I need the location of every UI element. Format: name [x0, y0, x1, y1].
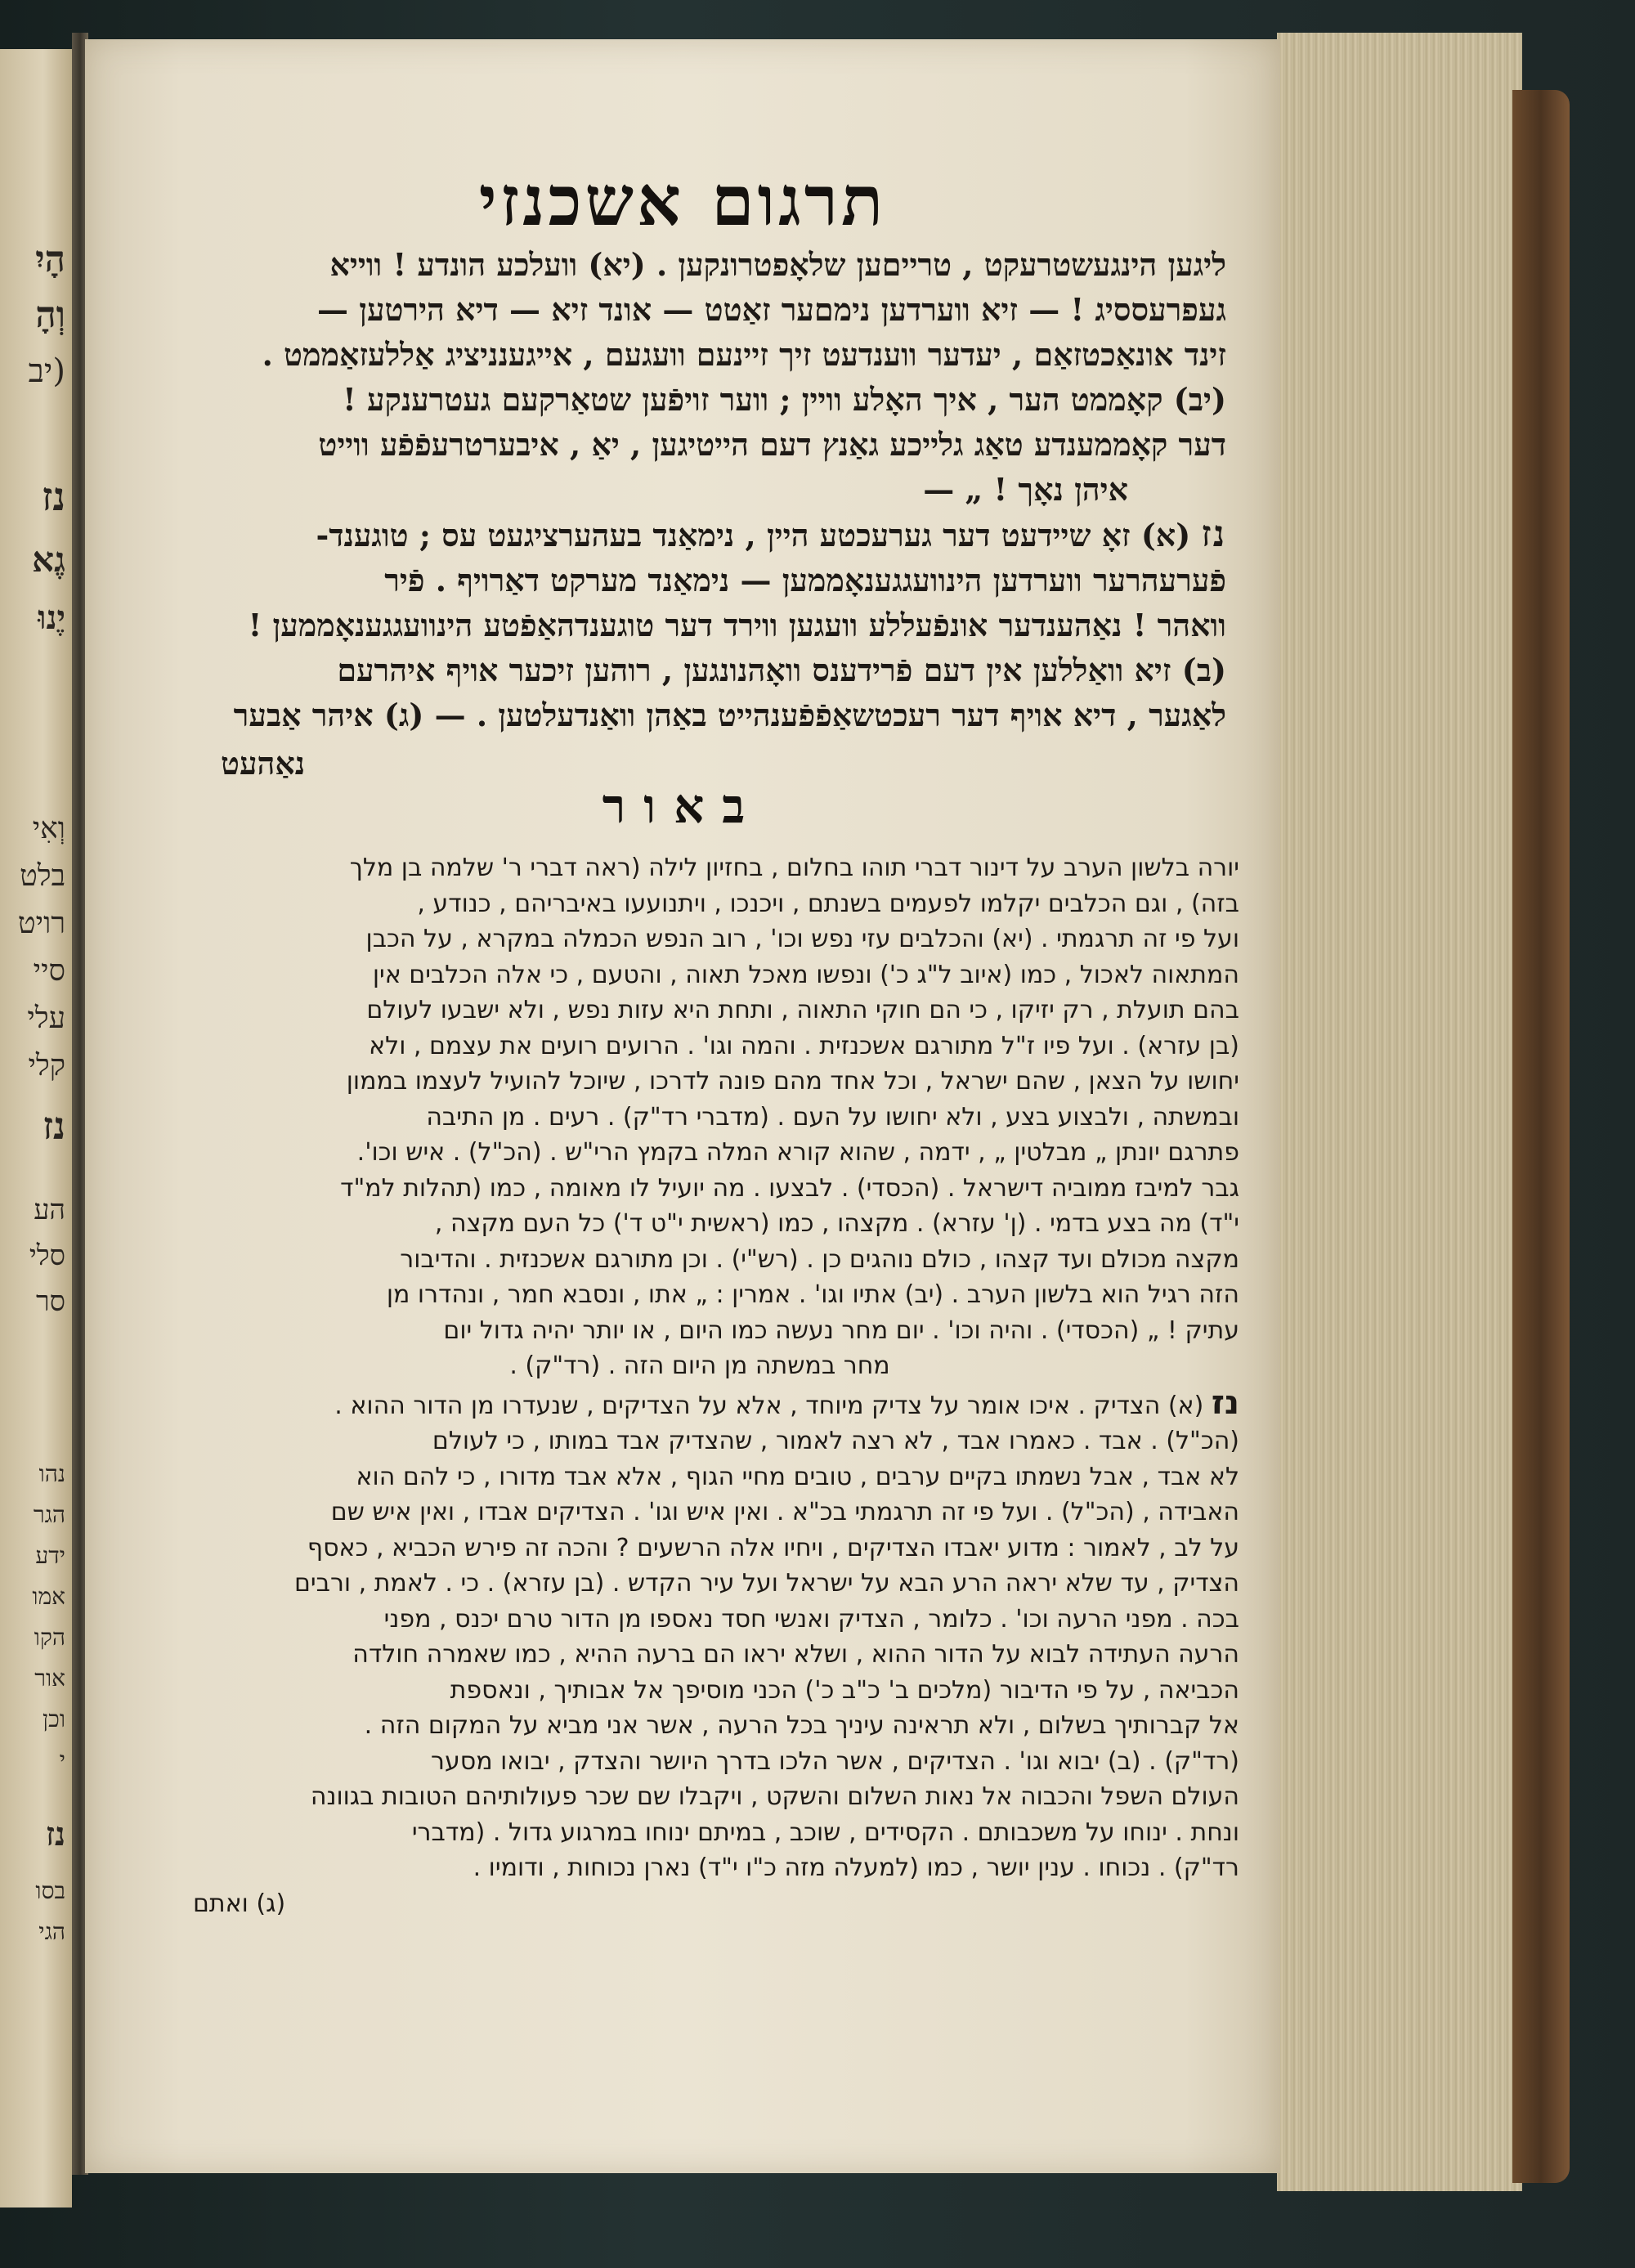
- facing-page-fragment: הגר: [33, 1501, 65, 1528]
- commentary-line: הכביאה , על פי הדיבור (מלכים ב' כ"ב כ') הכני מוסיפך אל אבותיך , ונאספת: [450, 1675, 1239, 1705]
- commentary-line: י"ד) מה בצע בדמי . (ן' עזרא) . מקצהו , כמו (ראשית י"ט ד') כל העם מקצה ,: [434, 1209, 1239, 1238]
- commentary-line: עתיק ! „ (הכסדי) . והיה וכו' . יום מחר נעשה כמו היום , או יותר יהיה גדול יום: [443, 1316, 1239, 1345]
- facing-page-fragment: ידע: [35, 1542, 65, 1569]
- commentary-line: רד"ק) . נכוחו . ענין יושר , כמו (למעלה מזה כ"ו י"ד) נארן נכוחות , ודומיו .: [473, 1853, 1239, 1882]
- commentary-line: על לב , לאמור : מדוע יאבדו הצדיקים , ויחיו אלה הרשעים ? והכה זה פירש הכביא , כאסף: [307, 1533, 1239, 1562]
- facing-page-fragment: נז: [43, 1104, 65, 1148]
- facing-page-edge: [0, 49, 72, 2207]
- commentary-line: לא אבד , אבל נשמתו בקיים ערבים , טובים מחיי הגוף , אלא אבד מדורו , כי להם הוא: [356, 1462, 1239, 1491]
- facing-page-fragment: סיי: [33, 954, 65, 988]
- commentary-line: בהם תועלת , רק יזיקו , כי הם חוקי התאוה , ותחת היא עזות נפש , ולא ישבעו לעולם: [366, 996, 1239, 1024]
- commentary-line: ועל פי זה תרגמתי . (יא) והכלבים עזי נפש וכו' , רוב הנפש הכמלה במקרא , על הכבן: [365, 925, 1239, 953]
- facing-page-fragment: קלי: [28, 1049, 65, 1082]
- commentary-block: [160, 850, 1239, 1921]
- commentary-line: ונחת . ינוחו על משכבותם . הקסידים , שוכב , במיתם ינוחו במרגוע גדול . (מדברי: [411, 1818, 1239, 1847]
- facing-page-fragment: יֶנוּ: [38, 598, 65, 637]
- translation-line: (א) זאָ שיידעט דער גערעכטע היין , נימאַנד בעהערציגעט עס ; טוגענד-: [316, 517, 1191, 554]
- facing-page-fragment: הע: [34, 1194, 65, 1226]
- translation-line: פֿערעהרער ווערדען הינוועגגענאָממען — נימאַנד מערקט דאַרויף . פֿיר: [384, 562, 1226, 598]
- facing-page-fragment: י: [59, 1746, 65, 1773]
- translation-line: (ב) זיא וואַללען אין דעם פֿרידענס וואָהנונגען , רוהען זיכער אויף איהרעם: [337, 652, 1226, 688]
- commentary-line: הזה רגיל הוא בלשון הערב . (יב) אתיו וגו' . אמרין : „ אתו , ונסבא חמר , ונהדרו מן: [386, 1280, 1239, 1309]
- commentary-line: המתאוה לאכול , כמו (איוב ל"ג כ') ונפשו מאכל תאוה , והטעם , כי אלה הכלבים אין: [372, 960, 1239, 989]
- commentary-line: (הכ"ל) . אבד . כאמרו אבד , לא רצה לאמור , שהצדיק אבד במותו , כי לעולם: [432, 1427, 1239, 1455]
- translation-line: ליגען הינגעשטרעקט , טרייםען שלאָפטרונקען . (יא) וועלכע הונדע ! ווייא: [329, 246, 1226, 283]
- book-page-edges: [1277, 33, 1522, 2191]
- page-title: תרגום אשכנזי: [478, 160, 887, 241]
- commentary-line: בכה . מפני הרעה וכו' . כלומר , הצדיק ואנשי חסד נאספו מן הדור טרם יכנס , מפני: [383, 1604, 1239, 1634]
- translation-line: זינד אונאַכטזאַם , יעדער ווענדעט זיך זיינעם וועגעם , אייגענניציג אַללעזאַממט .: [262, 336, 1226, 373]
- translation-line: וואהר ! נאַהענדער אונפֿעללע וועגען ווירד דער טוגענדהאַפֿטע הינוועגגענאָממען !: [248, 607, 1226, 643]
- chapter-marker: נז: [1211, 1383, 1239, 1422]
- commentary-line: בזה) , וגם הכלבים יקלמו לפעמים בשנתם , ויכנכו , ויתנועעו באיבריהם , כנודע ,: [417, 889, 1239, 918]
- facing-page-fragment: נז: [42, 474, 65, 520]
- translation-line: (יב) קאָממט הער , איך האָלע וויין ; ווער זויפֿען שטאַרקעם געטרענקע !: [343, 381, 1226, 418]
- facing-page-fragment: עלי: [27, 1002, 65, 1035]
- facing-page-fragment: סר: [35, 1285, 65, 1318]
- commentary-line: מקצה מכולם ועד קצהו , כולם נוהגים כן . (רש"י) . וכן מתורגם אשכנזית . והדיבור: [400, 1244, 1239, 1274]
- translation-line: איהן נאָך ! „ —: [923, 471, 1128, 508]
- commentary-line: ובמשתה , ולבצוע בצע , ולא יחושו על העם . (מדברי רד"ק) . רעים . מן התיבה: [426, 1102, 1239, 1132]
- commentary-line: יחושו על הצאן , שהם ישראל , וכל אחד מהם פונה לדרכו , שיוכל להועיל לעצמו בממון: [346, 1067, 1239, 1096]
- facing-page-fragment: בסו: [35, 1877, 65, 1904]
- commentary-line: (רד"ק) . (ב) יבוא וגו' . הצדיקים , אשר הלכו בדרך היושר והצדק , יבואו מסער: [431, 1746, 1239, 1776]
- commentary-line: הרעה העתידה לבוא על הדור ההוא , ושלא יראו הם ברעה ההיא , כמו שאמרה חולדה: [352, 1640, 1239, 1669]
- facing-page-fragment: וְאִי: [32, 812, 65, 845]
- commentary-line: גבר למיבז ממוביה דישראל . (הכסדי) . לבצעו . מה יועיל לו מאומה , כמו (תהלות למ"ד: [340, 1173, 1239, 1203]
- commentary-line: מחר במשתה מן היום הזה . (רד"ק) .: [509, 1351, 890, 1380]
- facing-page-fragment: אמו: [32, 1583, 65, 1610]
- facing-page-fragment: סלי: [29, 1239, 65, 1272]
- commentary-line: (בן עזרא) . ועל פיו ז"ל מתורגם אשכנזית . והמה וגו' . הרועים רועים את עצמם , ולא: [369, 1031, 1239, 1060]
- facing-page-fragment: הָיִ: [35, 239, 65, 280]
- facing-page-fragment: וְהָ: [35, 294, 65, 336]
- facing-page-fragment: (יב: [28, 352, 65, 390]
- facing-page-fragment: נז: [45, 1815, 65, 1853]
- facing-page-fragment: נהו: [38, 1460, 65, 1487]
- facing-page-fragment: רויט: [17, 907, 65, 940]
- facing-page-fragment: וכן: [43, 1705, 65, 1732]
- commentary-line: הצדיק , עד שלא יראה הרע הבא על ישראל ועל עיר הקדש . (בן עזרא) . כי . לאמת , ורבים: [294, 1569, 1239, 1598]
- commentary-line: האבידה , (הכ"ל) . ועל פי זה תרגמתי בכ"א . ואין איש וגו' . הצדיקים אבדו , ואין איש שם: [330, 1498, 1239, 1526]
- translation-line: לאַגער , דיא אויף דער רעכטשאַפֿפֿענהייט באַהן וואַנדעלטען . — (ג) איהר אַבער: [233, 697, 1226, 733]
- translation-line: נאַהעט: [221, 745, 306, 782]
- commentary-line: יורה בלשון הערב על דינור דברי תוהו בחלום , בחזיון לילה (ראה דברי ר' שלמה בן מלך: [349, 854, 1239, 882]
- facing-page-fragment: הגי: [38, 1918, 65, 1945]
- translation-line: געפרעססיג ! — זיא ווערדען נימםער זאַטט — אונד זיא — דיא הירטען —: [317, 291, 1226, 328]
- chapter-marker: נז: [1201, 513, 1226, 555]
- commentary-line: (א) הצדיק . איכו אומר על צדיק מיוחד , אלא על הצדיקים , שנעדרו מן הדור ההוא .: [334, 1391, 1204, 1420]
- facing-page-fragment: גֶא: [32, 540, 65, 580]
- commentary-line: אל קברותיך בשלום , ולא תראינה עיניך בכל הרעה , אשר אני מביא על המקום הזה .: [364, 1711, 1239, 1740]
- translation-block: [164, 242, 1226, 786]
- chapter-line: [164, 512, 1226, 558]
- commentary-heading: באור: [602, 778, 764, 834]
- catchword: (ג) ואתם: [193, 1889, 286, 1918]
- commentary-line: פתרגם יונתן „ מבלטין „ , ידמה , שהוא קורא המלה בקמץ הרי"ש . (הכ"ל) . איש וכו'.: [356, 1138, 1239, 1167]
- facing-page-fragment: אור: [34, 1665, 65, 1692]
- chapter-line: [160, 1383, 1239, 1424]
- translation-line: דער קאָממענדע טאַג גלייכע גאַנץ דעם הייטיגען , יאַ , איבערטרעפֿפֿע ווייט: [318, 426, 1226, 463]
- book-cover-spine: [1512, 90, 1570, 2183]
- facing-page-fragment: בלט: [20, 859, 65, 893]
- facing-page-fragment: הקו: [34, 1624, 65, 1651]
- commentary-line: העולם השפל והכבוה אל נאות השלום והשקט , ויקבלו שם שכר פעולותיהם הטובות בגוונה: [310, 1782, 1239, 1811]
